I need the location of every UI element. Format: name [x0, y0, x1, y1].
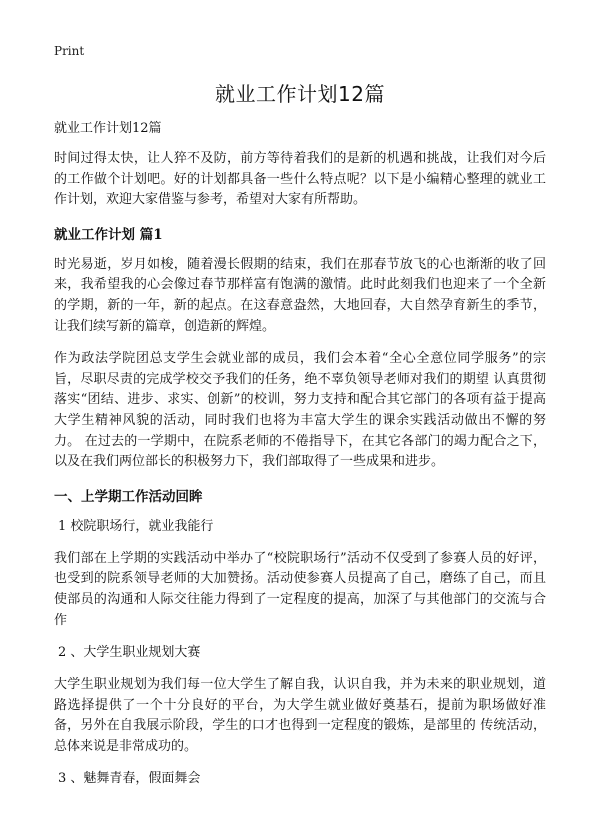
section1-paragraph-1: 时光易逝，岁月如梭，随着漫长假期的结束，我们在那春节放飞的心也渐渐的收了回来，我希望我的心会像过春节那样富有饱满的激情。此时此刻我们也迎来了一个全新的学期，新的一年，新的起点。在这春意盎然，大地回春，大自然孕育新生的季节，让我们续写新的篇章，创造新的辉煌。: [54, 256, 546, 334]
document-subtitle: 就业工作计划12篇: [54, 121, 162, 136]
intro-paragraph: 时间过得太快，让人猝不及防，前方等待着我们的是新的机遇和挑战，让我们对今后的工作做个计划吧。好的计划都具备一些什么特点呢？以下是小编精心整理的就业工作计划，欢迎大家借鉴与参考，希望对大家有所帮助。: [54, 151, 546, 208]
document-title: 就业工作计划12篇: [215, 82, 385, 106]
item-heading-2: 2 、大学生职业规划大赛: [58, 645, 201, 661]
section-heading-1: 就业工作计划 篇1: [54, 226, 163, 243]
print-link[interactable]: Print: [54, 44, 85, 58]
item-heading-1: 1 校院职场行，就业我能行: [58, 518, 214, 534]
item-heading-3: 3 、魅舞青春，假面舞会: [58, 771, 201, 787]
item2-paragraph: 大学生职业规划为我们每一位大学生了解自我，认识自我，并为未来的职业规划，道路选择提供了一个十分良好的平台，为大学生就业做好奠基石，提前为职场做好准备，另外在自我展示阶段，学生的口才也得到一定程度的锻炼，是部里的 传统活动，总体来说是非常成功的。: [54, 677, 546, 754]
section1-paragraph-2: 作为政法学院团总支学生会就业部的成员，我们会本着“全心全意位同学服务”的宗旨，尽职尽责的完成学校交予我们的任务，绝不辜负领导老师对我们的期望 认真贯彻落实“团结、进步、求实、创新”的校训，努力支持和配合其它部门的各项有益于提高大学生精神风貌的活动，同时我们也将为丰富大学生的课余实践活动做出不懈的努力。 在过去的一学期中，在院系老师的不倦指导下，在其它各部门的竭力配合之下，以及在我们两位部长的积极努力下，我们部取得了一些成果和进步。: [54, 351, 546, 470]
review-heading: 一、上学期工作活动回眸: [54, 488, 203, 505]
item1-paragraph: 我们部在上学期的实践活动中举办了“校院职场行”活动不仅受到了参赛人员的好评，也受到的院系领导老师的大加赞扬。活动使参赛人员提高了自己，磨练了自己，而且使部员的沟通和人际交往能力得到了一定程度的提高，加深了与其他部门的交流与合作: [54, 550, 546, 628]
